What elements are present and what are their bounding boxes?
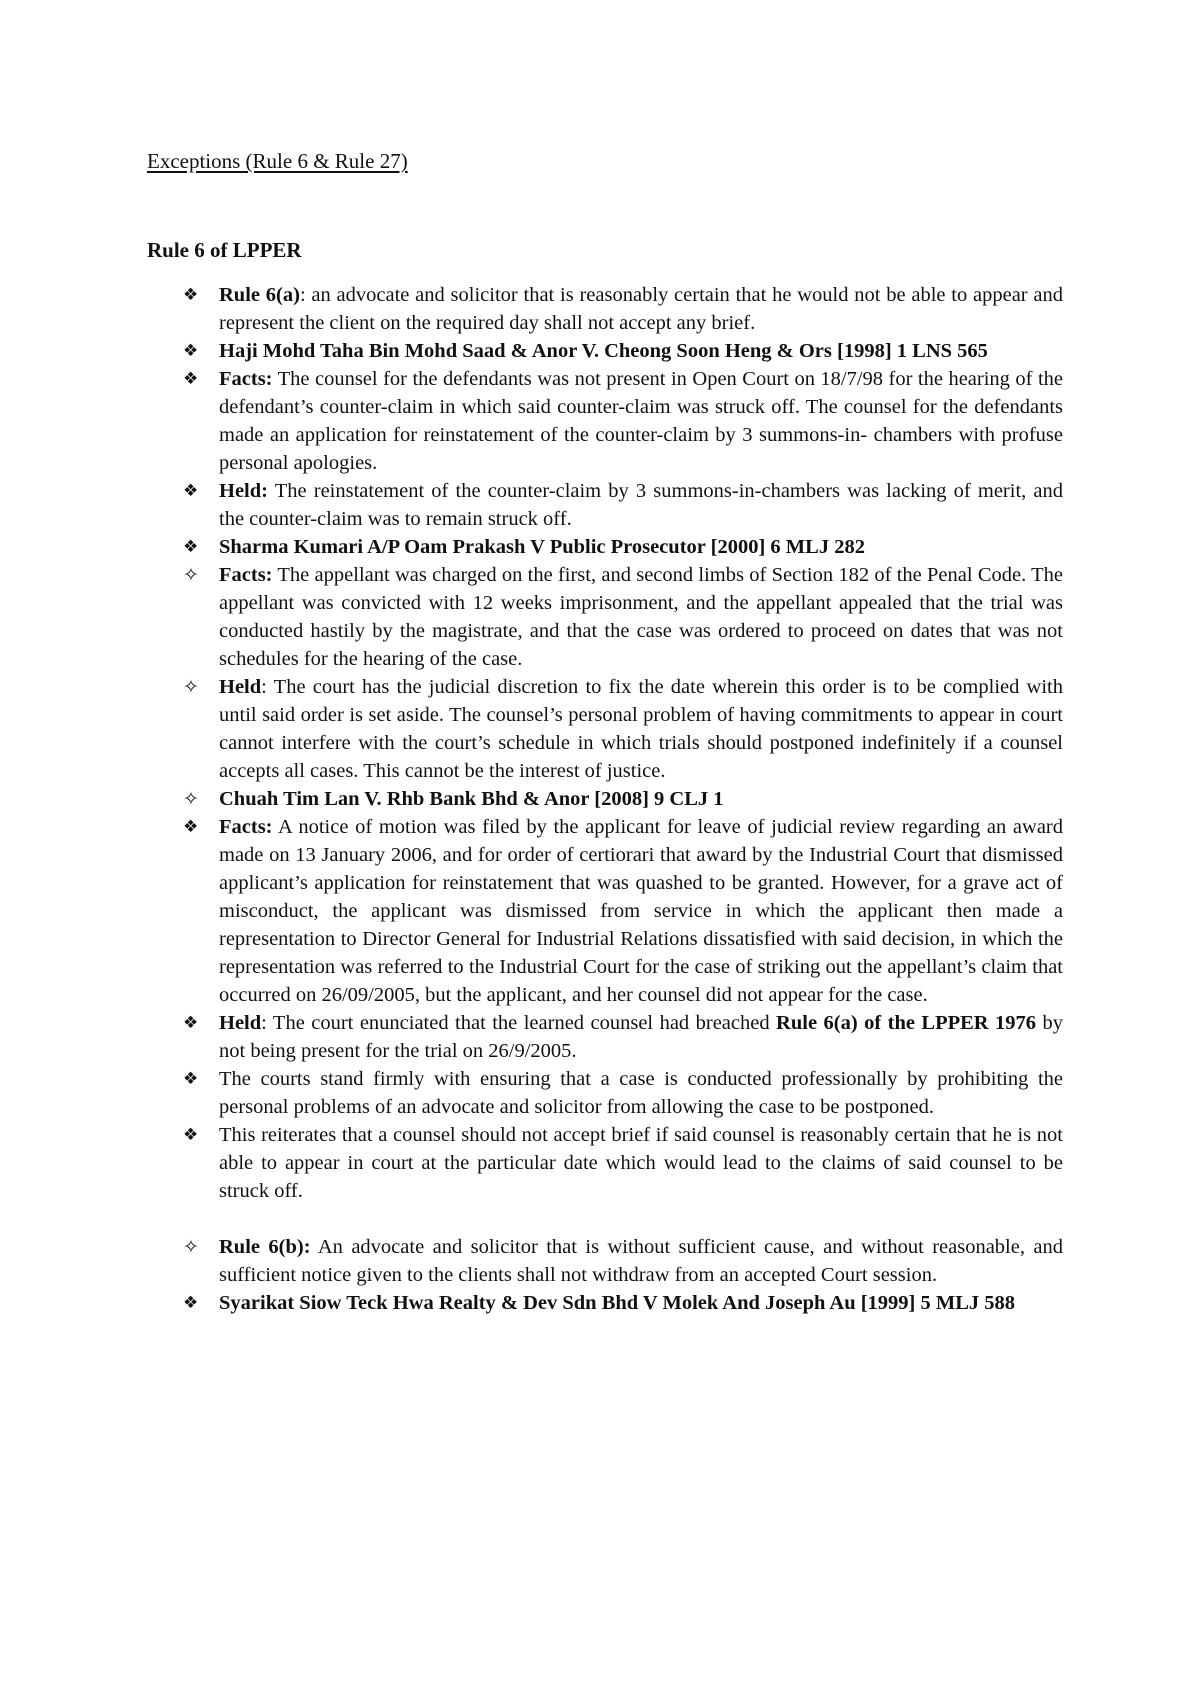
item-lead: Held:: [219, 480, 268, 502]
item-lead: Sharma Kumari A/P Oam Prakash V Public Prosecutor [2000] 6 MLJ 282: [219, 536, 865, 558]
diamond-bullet-icon: [183, 337, 207, 365]
list-item-held: [183, 673, 1063, 785]
outline-diamond-bullet-icon: [183, 1233, 207, 1262]
bullet-list: [183, 281, 1063, 1317]
document-title: Exceptions (Rule 6 & Rule 27): [147, 149, 408, 173]
diamond-bullet-icon: [183, 365, 207, 393]
list-item-case-haji-mohd-taha: [183, 337, 1063, 365]
diamond-bullet-icon: [183, 1009, 207, 1037]
item-lead: Facts:: [219, 564, 273, 586]
list-item-rule-6b: [183, 1233, 1063, 1289]
item-lead: Rule 6(a): [219, 284, 300, 306]
list-item-case-chuah-tim-lan: [183, 785, 1063, 813]
list-item-commentary: [183, 1121, 1063, 1205]
list-item-held: [183, 477, 1063, 533]
diamond-bullet-icon: [183, 1065, 207, 1093]
item-text: A notice of motion was filed by the applicant for leave of judicial review regarding an award made on 13 January 2006, and for order of certiorari that award by the Industrial Court that dismissed applicant’s application for reinstatement that was quashed to be granted. However, for a grave act of misconduct, the applicant was dismissed from service in which the applicant then made a representation to Director General for Industrial Relations dissatisfied with said decision, in which the representation was referred to the Industrial Court for the case of striking out the appellant’s claim that occurred on 26/09/2005, but the applicant, and her counsel did not appear for the case.: [219, 816, 1063, 1006]
item-tail: by not being present for the trial on 26/9/2005.: [219, 1012, 1063, 1062]
diamond-bullet-icon: [183, 1289, 207, 1317]
item-text: An advocate and solicitor that is without sufficient cause, and without reasonable, and sufficient notice given to the clients shall not withdraw from an accepted Court session.: [219, 1236, 1063, 1286]
item-lead: Syarikat Siow Teck Hwa Realty & Dev Sdn Bhd V Molek And Joseph Au [1999] 5 MLJ 588: [219, 1292, 1016, 1314]
list-item-held: [183, 1009, 1063, 1065]
list-item-case-sharma-kumari: [183, 533, 1063, 561]
diamond-bullet-icon: [183, 281, 207, 309]
item-text: The counsel for the defendants was not present in Open Court on 18/7/98 for the hearing of the defendant’s counter-claim in which said counter-claim was struck off. The counsel for the defendants made an application for reinstatement of the counter-claim by 3 summons-in- chambers with profuse personal apologies.: [219, 368, 1063, 474]
list-item-case-syarikat-siow-teck-hwa: [183, 1289, 1063, 1317]
item-lead: Held: [219, 1012, 262, 1034]
item-text: : The court has the judicial discretion to fix the date wherein this order is to be complied with until said order is set aside. The counsel’s personal problem of having commitments to appear in court cannot interfere with the court’s schedule in which trials should postponed indefinitely if a counsel accepts all cases. This cannot be the interest of justice.: [219, 676, 1063, 782]
item-text: : an advocate and solicitor that is reasonably certain that he would not be able to appear and represent the client on the required day shall not accept any brief.: [219, 284, 1063, 334]
list-item-commentary: [183, 1065, 1063, 1121]
outline-diamond-bullet-icon: [183, 673, 207, 702]
item-lead: Haji Mohd Taha Bin Mohd Saad & Anor V. Cheong Soon Heng & Ors [1998] 1 LNS 565: [219, 340, 988, 362]
item-lead: Rule 6(b):: [219, 1236, 311, 1258]
item-lead: Chuah Tim Lan V. Rhb Bank Bhd & Anor [2008] 9 CLJ 1: [219, 788, 724, 810]
diamond-bullet-icon: [183, 533, 207, 561]
list-item-facts: [183, 561, 1063, 673]
item-text: The reinstatement of the counter-claim by 3 summons-in-chambers was lacking of merit, and the counter-claim was to remain struck off.: [219, 480, 1063, 530]
item-lead: Facts:: [219, 368, 273, 390]
list-item-facts: [183, 813, 1063, 1009]
diamond-bullet-icon: [183, 813, 207, 841]
item-lead: Held: [219, 676, 262, 698]
item-text: The appellant was charged on the first, and second limbs of Section 182 of the Penal Code. The appellant was convicted with 12 weeks imprisonment, and the appellant appealed that the trial was conducted hastily by the magistrate, and that the case was ordered to proceed on dates that was not schedules for the hearing of the case.: [219, 564, 1063, 670]
item-lead: Facts:: [219, 816, 273, 838]
diamond-bullet-icon: [183, 477, 207, 505]
item-emphasis: Rule 6(a) of the LPPER 1976: [776, 1012, 1037, 1034]
item-text: This reiterates that a counsel should not accept brief if said counsel is reasonably certain that he is not able to appear in court at the particular date which would lead to the claims of said counsel to be struck off.: [219, 1124, 1063, 1202]
outline-diamond-bullet-icon: [183, 561, 207, 590]
section-heading-rule-6: Rule 6 of LPPER: [147, 238, 302, 262]
list-item-rule-6a: [183, 281, 1063, 337]
diamond-bullet-icon: [183, 1121, 207, 1149]
outline-diamond-bullet-icon: [183, 785, 207, 814]
list-item-facts: [183, 365, 1063, 477]
item-text: The courts stand firmly with ensuring that a case is conducted professionally by prohibiting the personal problems of an advocate and solicitor from allowing the case to be postponed.: [219, 1068, 1063, 1118]
item-text: : The court enunciated that the learned counsel had breached: [261, 1012, 777, 1034]
